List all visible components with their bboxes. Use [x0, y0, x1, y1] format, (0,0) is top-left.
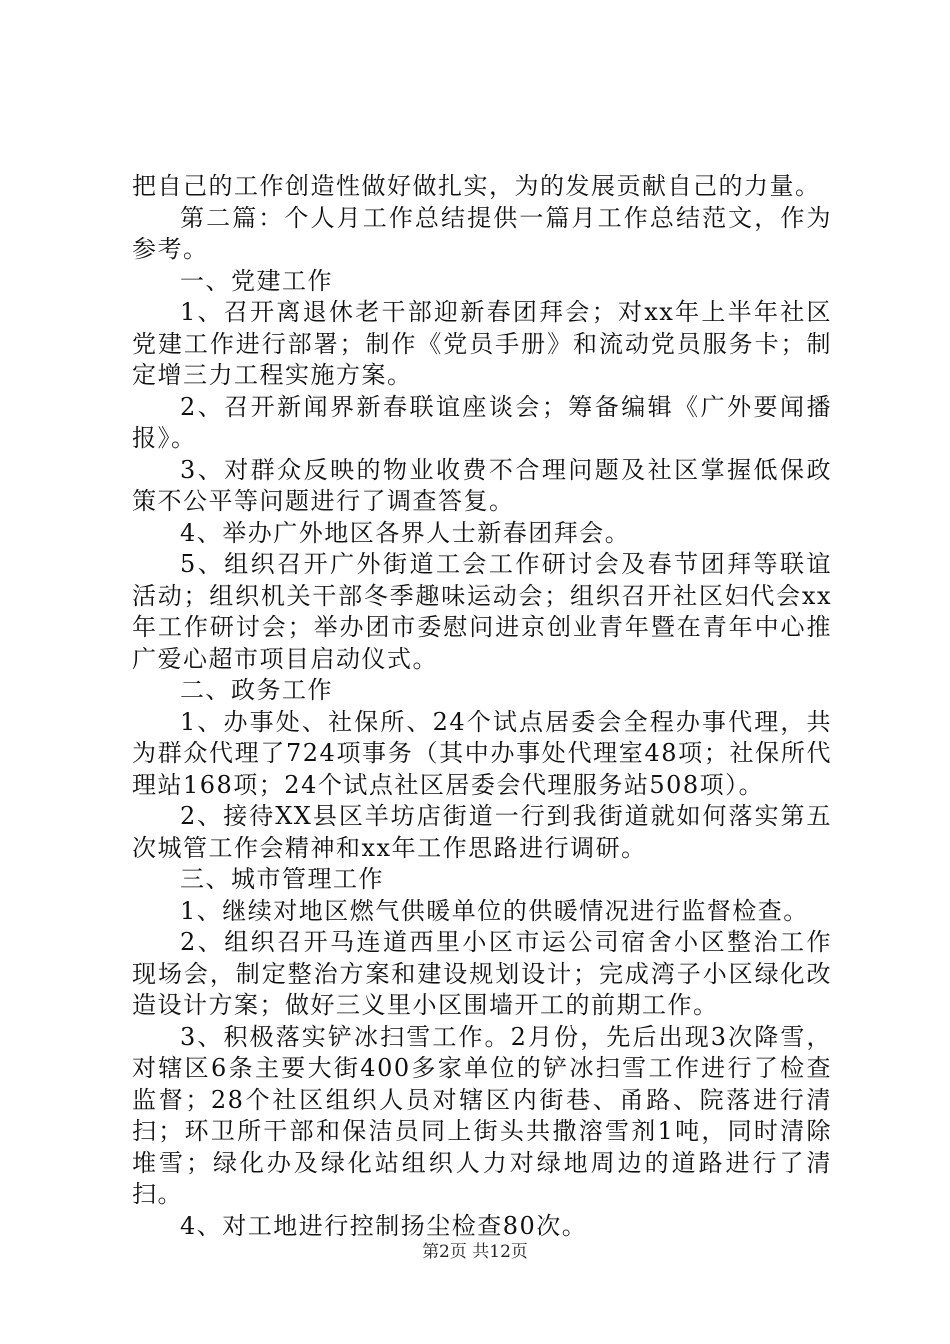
paragraph-article-title: 第二篇：个人月工作总结提供一篇月工作总结范文，作为参考。 [132, 203, 832, 263]
paragraph-affairs-item-2: 2、接待XX县区羊坊店街道一行到我街道就如何落实第五次城管工作会精神和xx年工作思路进行调研。 [132, 802, 832, 862]
document-body [132, 171, 832, 1242]
paragraph-party-item-1: 1、召开离退休老干部迎新春团拜会；对xx年上半年社区党建工作进行部署；制作《党员手册》和流动党员服务卡；制定增三力工程实施方案。 [132, 298, 832, 389]
paragraph-city-item-3: 3、积极落实铲冰扫雪工作。2月份，先后出现3次降雪，对辖区6条主要大街400多家单位的铲冰扫雪工作进行了检查监督；28个社区组织人员对辖区内街巷、甬路、院落进行清扫；环卫所干部和保洁员同上街头共撒溶雪剂1吨，同时清除堆雪；绿化办及绿化站组织人力对绿地周边的道路进行了清扫。 [132, 1022, 832, 1208]
paragraph-party-item-2: 2、召开新闻界新春联谊座谈会；筹备编辑《广外要闻播报》。 [132, 392, 832, 452]
section-heading-party-building: 一、党建工作 [180, 266, 333, 295]
paragraph-continuation: 把自己的工作创造性做好做扎实，为的发展贡献自己的力量。 [132, 172, 821, 200]
paragraph-party-item-4: 4、举办广外地区各界人士新春团拜会。 [180, 518, 631, 547]
paragraph-city-item-1: 1、继续对地区燃气供暖单位的供暖情况进行监督检查。 [180, 896, 809, 925]
section-heading-city-management: 三、城市管理工作 [180, 865, 384, 893]
section-heading-government-affairs: 二、政务工作 [180, 676, 333, 704]
paragraph-city-item-2: 2、组织召开马连道西里小区市运公司宿舍小区整治工作现场会，制定整治方案和建设规划设计；完成湾子小区绿化改造设计方案；做好三义里小区围墙开工的前期工作。 [132, 928, 832, 1019]
paragraph-affairs-item-1: 1、办事处、社保所、24个试点居委会全程办事代理，共为群众代理了724项事务（其中办事处代理室48项；社保所代理站168项；24个试点社区居委会代理服务站508项）。 [132, 707, 832, 799]
page-number-footer: 第2页 共12页 [422, 1242, 528, 1262]
paragraph-city-item-4: 4、对工地进行控制扬尘检查80次。 [180, 1211, 588, 1240]
paragraph-party-item-5: 5、组织召开广外街道工会工作研讨会及春节团拜等联谊活动；组织机关干部冬季趣味运动会；组织召开社区妇代会xx年工作研讨会；举办团市委慰问进京创业青年暨在青年中心推广爱心超市项目启动仪式。 [132, 550, 832, 673]
paragraph-party-item-3: 3、对群众反映的物业收费不合理问题及社区掌握低保政策不公平等问题进行了调查答复。 [132, 455, 832, 515]
